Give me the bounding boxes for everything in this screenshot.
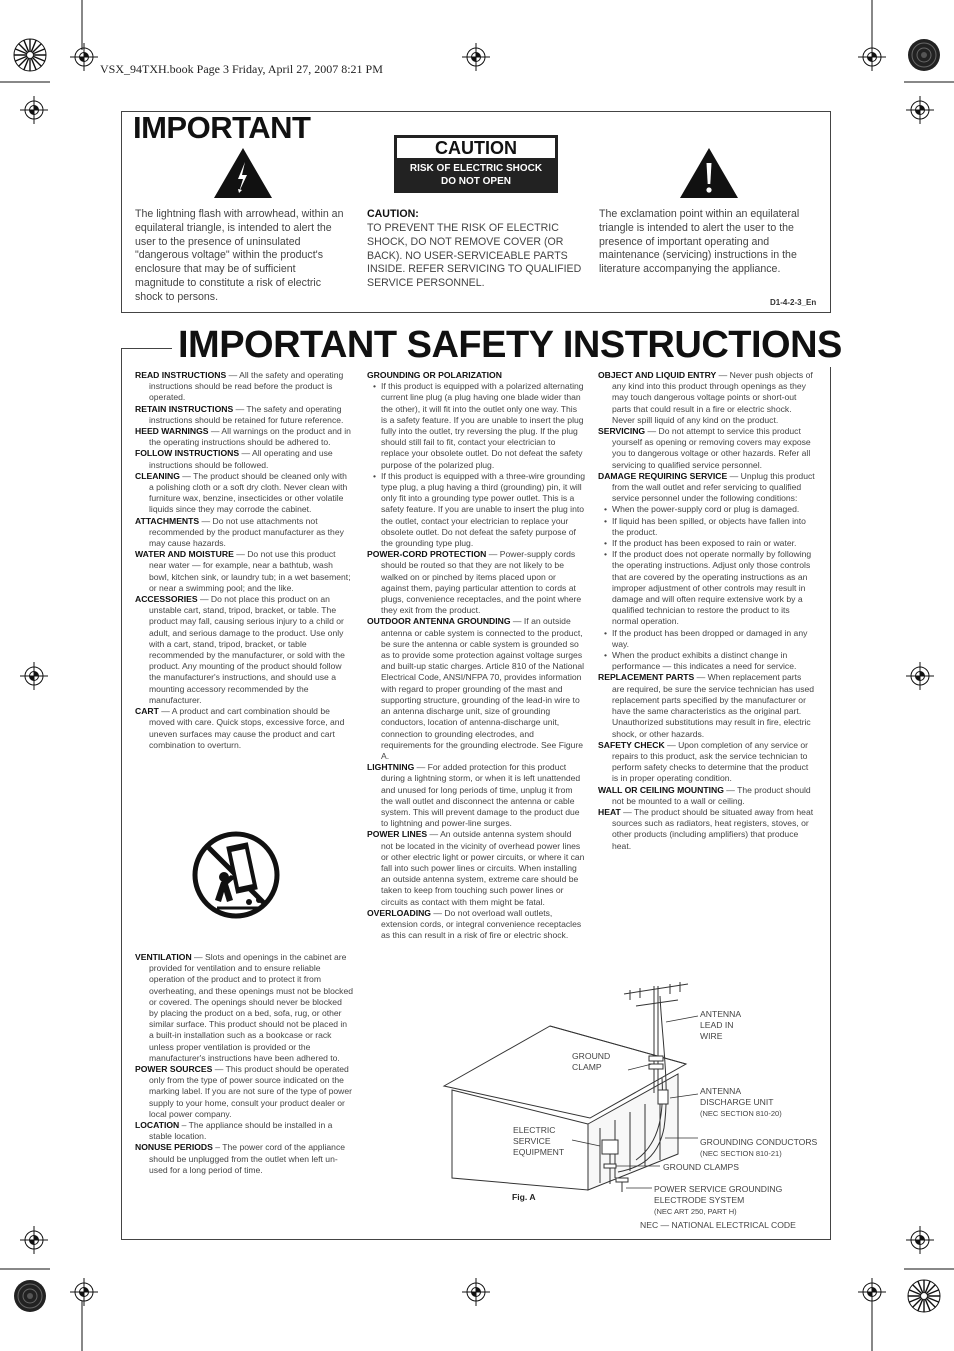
bullet-item: • When the power-supply cord or plug is damaged. [598, 504, 816, 515]
instruction-item [135, 1142, 353, 1176]
instruction-item [135, 549, 353, 594]
instruction-item [135, 370, 353, 404]
instruction-text: — This product should be operated only from the type of power source indicated on the marking label. If you are not sure of the type of power supply to your home, consult your product dealer or local power company. [149, 1064, 353, 1119]
bullet-item: • If the product has been dropped or damaged in any way. [598, 628, 816, 650]
instruction-text: — If an outside antenna or cable system is connected to the product, be sure the antenna or cable system is grounded so as to provide some protection against voltage surges and built-up static charges. Article 810 of the National Electrical Code, ANSI/NFPA 70, provides information with regard to proper grounding of the mast and supporting structure, grounding of the lead-in wire to an antenna discharge unit, size of grounding conductors, location of antenna-discharge unit, connection to grounding electrodes, and requirements for the grounding electrode. See Figure A. [381, 616, 585, 761]
instruction-heading: ATTACHMENTS [135, 515, 200, 526]
instruction-text: – The power cord of the appliance should be unplugged from the outlet when left un-used for a long period of time. [149, 1142, 346, 1175]
instruction-item [367, 908, 585, 942]
bullet-item: • If the product has been exposed to rain or water. [598, 538, 816, 549]
instruction-item [135, 448, 353, 470]
book-header: VSX_94TXH.book Page 3 Friday, April 27, 2007 8:21 PM [100, 62, 383, 76]
label-electric-service-equipment: ELECTRIC SERVICE EQUIPMENT [513, 1125, 565, 1157]
instruction-item [135, 471, 353, 516]
caution-label: CAUTION [397, 138, 555, 158]
instruction-text: — For added protection for this product during a lightning storm, or when it is left unattended and unused for long periods of time, unplug it from the wall outlet and disconnect the antenna or cable system. This will prevent damage to the product due to lightning and power-line surges. [381, 762, 581, 829]
bullet-item: • If liquid has been spilled, or objects have fallen into the product. [598, 516, 816, 538]
grounding-heading: GROUNDING OR POLARIZATION [367, 370, 502, 380]
figure-caption: Fig. A [512, 1192, 536, 1202]
instruction-item [598, 426, 816, 471]
label-grounding-conductors: GROUNDING CONDUCTORS (NEC SECTION 810-21) [700, 1137, 818, 1158]
instruction-heading: ACCESSORIES [135, 594, 198, 605]
instruction-text: — The safety and operating instructions should be retained for future reference. [149, 403, 344, 425]
label-antenna-lead-in-wire: ANTENNA LEAD IN WIRE [700, 1009, 741, 1041]
column-1 [135, 370, 353, 751]
instruction-text: — Power-supply cords should be routed so that they are not likely to be walked on or pinched by items placed upon or against them, paying particular attention to cords at plugs, convenience receptacles, and the point where they exit from the product. [381, 549, 582, 616]
instruction-heading: RETAIN INSTRUCTIONS [135, 403, 234, 414]
instruction-text: — All operating and use instructions should be followed. [149, 448, 333, 470]
label-power-service-grounding: POWER SERVICE GROUNDING ELECTRODE SYSTEM (NEC ART 250, PART H) [654, 1184, 783, 1216]
instruction-heading: CLEANING [135, 470, 180, 481]
instruction-heading: VENTILATION [135, 952, 192, 962]
lightning-warning-icon [212, 146, 274, 200]
exclamation-warning-icon [678, 146, 740, 200]
instruction-item [598, 785, 816, 807]
column-1-lower [135, 952, 353, 1176]
instruction-heading: HEED WARNINGS [135, 426, 209, 437]
important-title: IMPORTANT [133, 110, 311, 145]
instruction-heading: READ INSTRUCTIONS [135, 370, 227, 380]
grounding-section: (NEC SECTION 810-21) [700, 1149, 782, 1158]
instruction-text: — When replacement parts are required, be sure the service technician has used replacement parts specified by the manufacturer or have the same characteristics as the original part. Unauthorized substitutions may result in fire, electric shock, or other hazards. [612, 672, 815, 739]
instruction-heading: POWER SOURCES [135, 1064, 213, 1075]
instruction-heading: SERVICING [598, 426, 646, 437]
instruction-item [367, 762, 585, 829]
instruction-item [135, 706, 353, 751]
exclamation-description: The exclamation point within an equilateral triangle is intended to alert the user to the presence of important operating and maintenance (servicing) instructions in the literature accompanying the appliance. [599, 208, 800, 276]
instruction-item [135, 1120, 353, 1142]
safety-title: IMPORTANT SAFETY INSTRUCTIONS [172, 324, 848, 367]
bullet-item: • If this product is equipped with a polarized alternating current line plug (a plug having one blade wider than the other), it will fit into the outlet only one way. This is a safety feature. If you are unable to insert the plug fully into the outlet, try reversing the plug. If the plug should still fail to fit, contact your electrician to replace your obsolete outlet. Do not defeat the safety purpose of the polarized plug. [367, 381, 585, 471]
instruction-heading: HEAT [598, 806, 621, 817]
instruction-heading: LOCATION [135, 1120, 180, 1131]
bullet-item: • When the product exhibits a distinct change in performance — this indicates a need for service. [598, 650, 816, 672]
instruction-text: — Do not use this product near water — for example, near a bathtub, wash bowl, kitchen sink, or laundry tub; in a wet basement; or near a swimming pool; and the like. [149, 549, 351, 593]
instruction-text: — Do not overload wall outlets, extension cords, or integral convenience receptacles as this can result in a risk of fire or electric shock. [381, 907, 582, 941]
caution-sub-line2: DO NOT OPEN [440, 176, 511, 187]
instruction-text: — The product should be situated away from heat sources such as radiators, heat registers, stoves, or other products (including amplifiers) that produce heat. [612, 806, 814, 851]
label-antenna-discharge-unit: ANTENNA DISCHARGE UNIT (NEC SECTION 810-20) [700, 1086, 782, 1118]
instruction-heading: WATER AND MOISTURE [135, 549, 234, 560]
instruction-item [367, 549, 585, 616]
instruction-text: — Upon completion of any service or repairs to this product, ask the service technician to perform safety checks to determine that the product is in proper operating condition. [612, 739, 809, 784]
instruction-item [598, 672, 816, 739]
instruction-item [598, 807, 816, 852]
instruction-item [367, 616, 585, 762]
bullet-item: • If this product is equipped with a three-wire grounding type plug, a plug having a third (grounding) pin, it will only fit into a grounding type power outlet. This is a safety feature. If you are unable to insert the plug into the outlet, contact your electrician to replace your obsolete outlet. Do not defeat the safety purpose of the grounding type plug. [367, 471, 585, 549]
instruction-item [135, 404, 353, 426]
nec-footnote: NEC — NATIONAL ELECTRICAL CODE [640, 1220, 796, 1230]
caution-sub-line1: RISK OF ELECTRIC SHOCK [409, 163, 543, 174]
instruction-item [135, 516, 353, 550]
instruction-heading: OBJECT AND LIQUID ENTRY [598, 370, 717, 380]
discharge-section: (NEC SECTION 810-20) [700, 1109, 782, 1118]
instruction-heading: NONUSE PERIODS [135, 1142, 213, 1153]
power-service-section: (NEC ART 250, PART H) [654, 1207, 737, 1216]
instruction-text: — Unplug this product from the wall outlet and refer servicing to qualified service personnel under the following conditions: [612, 470, 815, 504]
instruction-heading: POWER LINES [367, 829, 428, 840]
instruction-item [598, 740, 816, 785]
instruction-text: — All the safety and operating instructions should be read before the product is operated. [149, 370, 344, 403]
instruction-text: — The product should not be mounted to a wall or ceiling. [612, 784, 811, 806]
instruction-item [135, 1064, 353, 1120]
instruction-heading: POWER-CORD PROTECTION [367, 549, 487, 560]
instruction-item [135, 594, 353, 706]
instruction-heading: OUTDOOR ANTENNA GROUNDING [367, 616, 511, 627]
instruction-heading: OVERLOADING [367, 907, 431, 918]
instruction-heading: WALL OR CEILING MOUNTING [598, 784, 724, 795]
instruction-item [135, 952, 353, 1064]
instruction-heading: REPLACEMENT PARTS [598, 672, 695, 683]
instruction-text: — All warnings on the product and in the operating instructions should be adhered to. [149, 426, 351, 448]
instruction-text: — A product and cart combination should be moved with care. Quick stops, excessive force, and uneven surfaces may cause the product and cart combination to overturn. [149, 706, 345, 750]
instruction-text: — Do not place this product on an unstable cart, stand, tripod, bracket, or table. The product may fall, causing serious injury to a child or adult, and serious damage to the product. Use only with a cart, stand, tripod, bracket, or table recommended by the manufacturer, or sold with the product. Any mounting of the product should follow the manufacturer's instructions, and should use a mounting accessory recommended by the manufacturer. [149, 594, 345, 705]
lightning-description: The lightning flash with arrowhead, within an equilateral triangle, is intended to alert the user to the presence of uninsulated "dangerous voltage" within the product's enclosure that may be of sufficient magnitude to constitute a risk of electric shock to persons. [135, 208, 344, 303]
document-code: D1-4-2-3_En [770, 298, 817, 307]
instruction-item [598, 471, 816, 505]
instruction-heading: CART [135, 706, 159, 717]
cart-tipover-warning-icon [191, 830, 281, 920]
instruction-text: — Slots and openings in the cabinet are provided for ventilation and to ensure reliable operation of the product and to protect it from overheating, and these openings must not be blocked or covered. The openings should never be blocked by placing the product on a bed, sofa, rug, or other similar surface. This product should not be placed in a built-in installation such as a bookcase or rack unless proper ventilation is provided or the manufacturer's instructions have been adhered to. [149, 952, 354, 1063]
instruction-text: — The product should be cleaned only with a polishing cloth or a soft dry cloth. Never clean with furniture wax, benzine, insecticides or other volatile liquids since they may corrode the cabinet. [149, 470, 348, 515]
instruction-heading: DAMAGE REQUIRING SERVICE [598, 470, 728, 481]
instruction-heading: LIGHTNING [367, 762, 415, 773]
label-ground-clamps: GROUND CLAMPS [663, 1162, 739, 1172]
instruction-text: — Do not attempt to service this product yourself as opening or removing covers may expose you to dangerous voltage or other hazards. Refer all servicing to qualified service personnel. [612, 426, 811, 470]
bullet-item: • If the product does not operate normally by following the operating instructions. Adjust only those controls that are covered by the operating instructions as an improper adjustment of other controls may result in damage and will often require extensive work by a qualified technician to restore the product to its normal operation. [598, 549, 816, 627]
instruction-text: — Do not use attachments not recommended by the product manufacturer as they may cause hazards. [149, 515, 344, 549]
instruction-item [598, 370, 816, 426]
instruction-text: — Never push objects of any kind into this product through openings as they may touch dangerous voltage points or short-out parts that could result in a fire or electric shock. Never spill liquid of any kind on the product. [612, 370, 813, 425]
instruction-item [367, 829, 585, 907]
caution-description: TO PREVENT THE RISK OF ELECTRIC SHOCK, DO NOT REMOVE COVER (OR BACK). NO USER-SERVICEABLE PARTS INSIDE. REFER SERVICING TO QUALIFIED SERVICE PERSONNEL. [367, 222, 582, 290]
instruction-heading: SAFETY CHECK [598, 739, 665, 750]
column-2 [367, 370, 585, 941]
column-3 [598, 370, 816, 852]
instruction-text: — An outside antenna system should not be located in the vicinity of overhead power lines or other electric light or power circuits, or where it can fall into such power lines or circuits. When installing an outside antenna system, extreme care should be taken to keep from touching such power lines or circuits as contact with them might be fatal. [381, 829, 585, 907]
caution-heading: CAUTION: [367, 208, 419, 220]
label-ground-clamp: GROUND CLAMP [572, 1051, 611, 1072]
caution-label-box [394, 135, 558, 193]
instruction-heading: FOLLOW INSTRUCTIONS [135, 448, 240, 459]
instruction-item [135, 426, 353, 448]
instruction-text: – The appliance should be installed in a stable location. [149, 1120, 333, 1142]
